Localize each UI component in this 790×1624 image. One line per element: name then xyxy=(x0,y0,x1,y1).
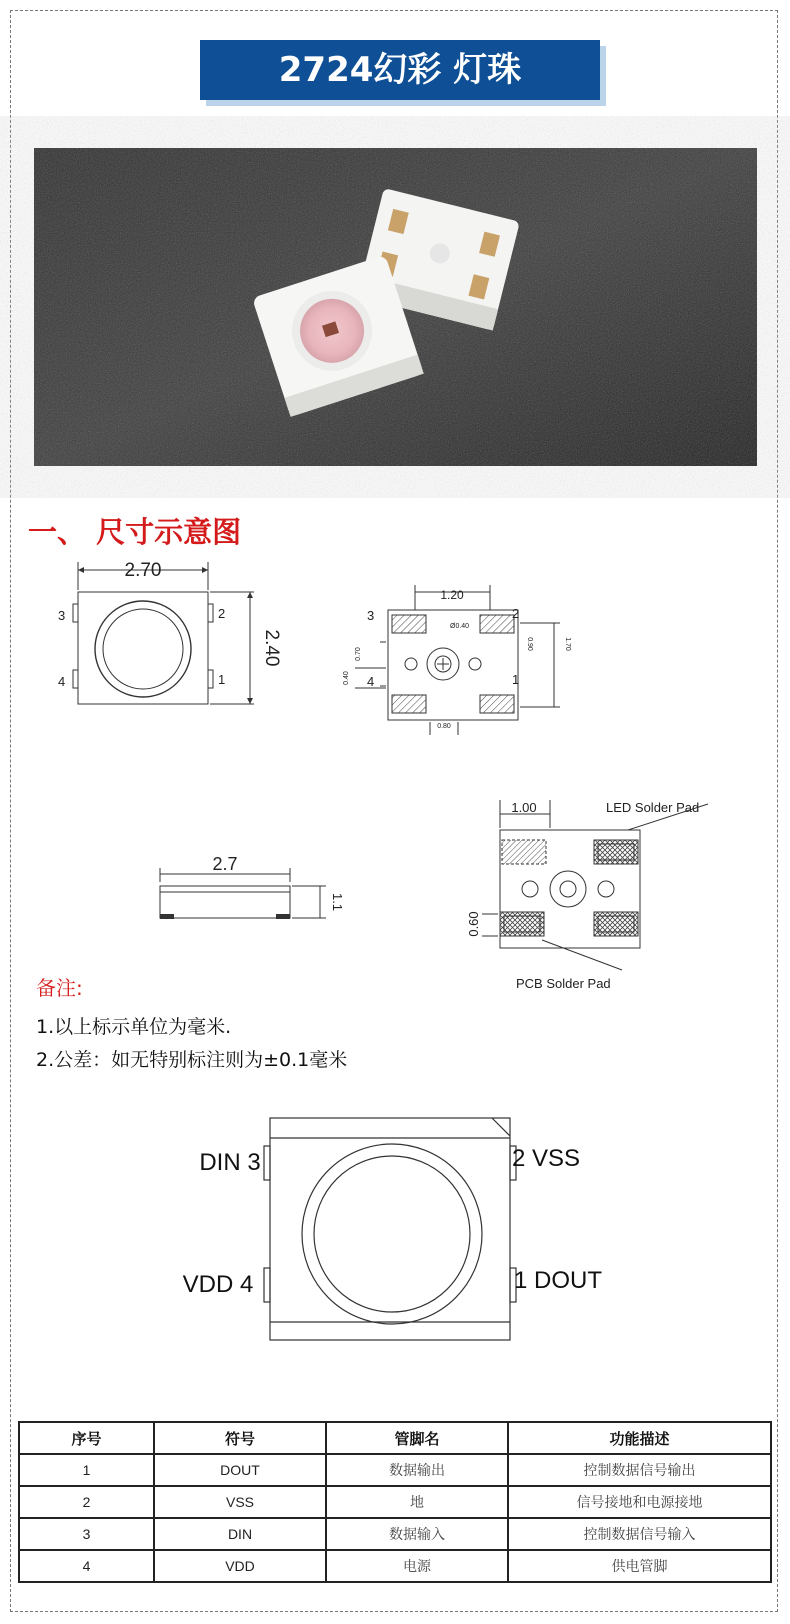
col-header-index: 序号 xyxy=(19,1422,154,1454)
col-header-symbol: 符号 xyxy=(154,1422,326,1454)
title-banner: 2724幻彩 灯珠 xyxy=(200,40,600,100)
table-row xyxy=(19,1454,771,1486)
dim-top-height: 2.40 xyxy=(261,629,282,667)
cell-index: 2 xyxy=(19,1486,154,1518)
pad-label-2: 2 xyxy=(512,606,520,621)
dim-pad-height: 0.60 xyxy=(466,911,481,937)
pin-vss-label: 2 VSS xyxy=(511,1145,581,1172)
pin-dout-label: 1 DOUT xyxy=(513,1267,603,1294)
col-header-function: 功能描述 xyxy=(508,1422,771,1454)
cell-symbol: DOUT xyxy=(154,1454,326,1486)
dim-pad-width: 1.00 xyxy=(511,800,537,815)
pad-label-3: 3 xyxy=(367,608,375,623)
notes-title: 备注: xyxy=(36,976,83,1000)
pinout-diagram xyxy=(170,1110,630,1350)
cell-index: 4 xyxy=(19,1550,154,1582)
cell-index: 3 xyxy=(19,1518,154,1550)
led-solder-pad-label: LED Solder Pad xyxy=(606,800,700,815)
solder-pad-drawing xyxy=(466,790,730,1000)
section-title: 一、 尺寸示意图 xyxy=(28,515,242,549)
note-line-2: 2.公差：如无特别标注则为±0.1毫米 xyxy=(36,1049,348,1071)
pin-label-4: 4 xyxy=(58,674,66,689)
pin-label-3: 3 xyxy=(58,608,66,623)
pin-table xyxy=(18,1421,772,1583)
table-row xyxy=(19,1518,771,1550)
pin-vdd-label: VDD 4 xyxy=(182,1271,254,1298)
cell-function: 控制数据信号输出 xyxy=(508,1454,771,1486)
dim-hole: Ø0.40 xyxy=(450,623,470,630)
table-row xyxy=(19,1550,771,1582)
dim-070: 0.70 xyxy=(355,647,362,661)
side-view-drawing xyxy=(150,850,350,930)
dim-pad-spacing: 1.20 xyxy=(440,588,464,602)
product-photo xyxy=(34,148,757,466)
dim-040: 0.40 xyxy=(343,671,350,685)
cell-symbol: VDD xyxy=(154,1550,326,1582)
cell-pin-name: 电源 xyxy=(326,1550,508,1582)
dim-090: 0.90 xyxy=(526,637,533,651)
cell-pin-name: 数据输入 xyxy=(326,1518,508,1550)
cell-pin-name: 数据输出 xyxy=(326,1454,508,1486)
pad-label-1: 1 xyxy=(512,672,520,687)
dim-170: 1.70 xyxy=(564,637,571,651)
notes xyxy=(36,972,347,1077)
col-header-pin-name: 管脚名 xyxy=(326,1422,508,1454)
cell-function: 供电管脚 xyxy=(508,1550,771,1582)
pin-din-label: DIN 3 xyxy=(199,1149,261,1176)
bottom-view-drawing xyxy=(340,580,580,760)
cell-symbol: VSS xyxy=(154,1486,326,1518)
cell-pin-name: 地 xyxy=(326,1486,508,1518)
pcb-solder-pad-label: PCB Solder Pad xyxy=(516,976,611,991)
cell-function: 信号接地和电源接地 xyxy=(508,1486,771,1518)
dim-side-width: 2.7 xyxy=(212,854,238,874)
dim-side-height: 1.1 xyxy=(330,892,345,912)
pad-label-4: 4 xyxy=(367,674,375,689)
dim-top-width: 2.70 xyxy=(124,560,162,581)
table-row xyxy=(19,1486,771,1518)
cell-symbol: DIN xyxy=(154,1518,326,1550)
note-line-1: 1.以上标示单位为毫米. xyxy=(36,1016,232,1038)
cell-index: 1 xyxy=(19,1454,154,1486)
cell-function: 控制数据信号输入 xyxy=(508,1518,771,1550)
table-header-row xyxy=(19,1422,771,1454)
pin-label-2: 2 xyxy=(218,606,226,621)
dim-080: 0.80 xyxy=(437,723,451,730)
pin-label-1: 1 xyxy=(218,672,226,687)
top-view-drawing xyxy=(40,560,280,720)
